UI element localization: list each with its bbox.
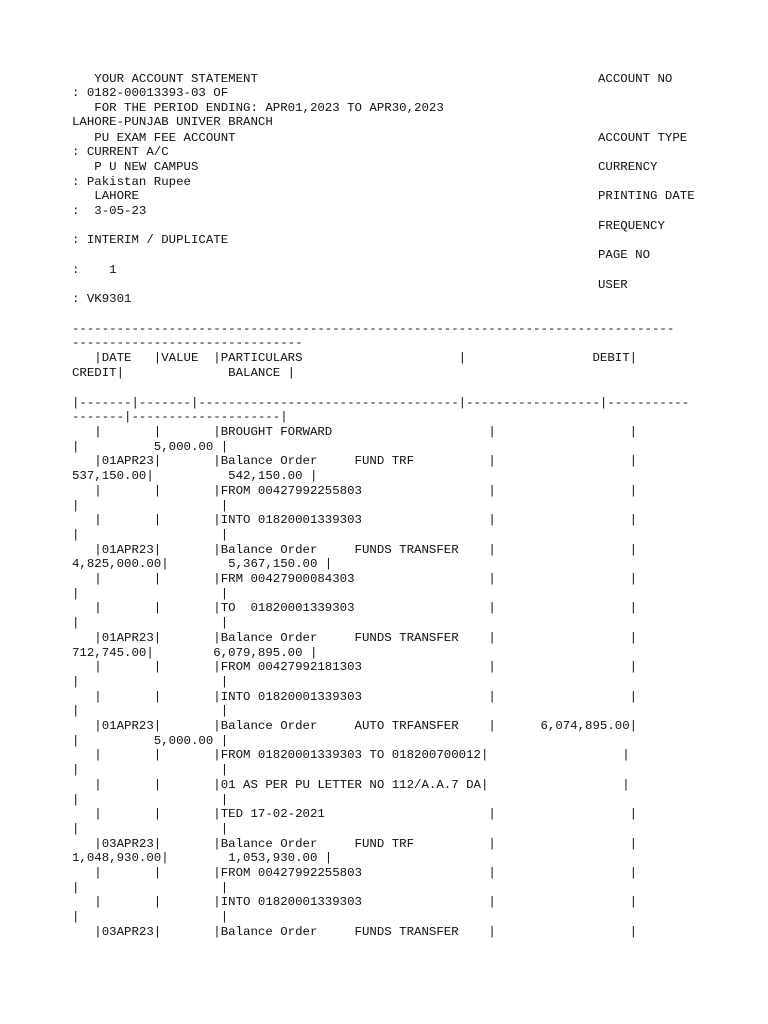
statement-line: | | |INTO 01820001339303 | | [72,689,638,704]
statement-line: | | [72,910,229,925]
statement-line: | | [72,704,229,719]
rule-line: ------------------------------- [72,336,303,350]
statement-line: | 5,000.00 | [72,439,229,454]
account-type-value: : CURRENT A/C [72,145,169,159]
statement-line: | | |FROM 00427992255803 | | [72,483,638,498]
printing-date-value: : 3-05-23 [72,204,147,218]
statement-line: |01APR23| |Balance Order FUNDS TRANSFER | | [72,630,638,645]
table-header: |DATE |VALUE |PARTICULARS | DEBIT| [72,351,638,365]
statement-line: 712,745.00| 6,079,895.00 | [72,645,318,660]
statement-line: | | |FROM 00427992255803 | | [72,866,638,880]
statement-line: | | [72,674,229,689]
user-label: USER [598,278,628,292]
statement-line: | | [72,763,229,778]
statement-line: | | |TED 17-02-2021 | | [72,807,638,822]
address-line-1: P U NEW CAMPUS [72,160,199,174]
frequency-label: FREQUENCY [598,219,665,233]
frequency-value: : INTERIM / DUPLICATE [72,233,229,247]
branch-name: LAHORE-PUNJAB UNIVER BRANCH [72,115,273,129]
page-no-label: PAGE NO [598,248,651,262]
statement-line: | | [72,586,229,601]
printing-date-label: PRINTING DATE [598,189,695,203]
statement-line: | | [72,821,229,836]
table-header: CREDIT| BALANCE | [72,366,296,380]
currency-value: : Pakistan Rupee [72,175,191,189]
statement-line: |01APR23| |Balance Order FUND TRF | | [72,454,638,469]
statement-line: | | [72,616,229,631]
statement-line: | | [72,498,229,513]
statement-line: 537,150.00| 542,150.00 | [72,469,318,484]
statement-line: | | |TO 01820001339303 | | [72,601,638,616]
account-no-label: ACCOUNT NO [598,72,673,86]
statement-line: |01APR23| |Balance Order AUTO TRFANSFER | 6,074,895.00| [72,719,638,733]
statement-line: | | |FRM 00427900084303 | | [72,572,638,586]
statement-line: | | |FROM 01820001339303 TO 018200700012| | [72,748,630,763]
user-value: : VK9301 [72,292,132,306]
statement-title: YOUR ACCOUNT STATEMENT [72,72,258,86]
account-type-label: ACCOUNT TYPE [598,131,688,145]
statement-line: 4,825,000.00| 5,367,150.00 | [72,557,333,572]
page-number-value: : 1 [72,263,117,277]
statement-line: |03APR23| |Balance Order FUNDS TRANSFER | | [72,924,638,939]
statement-line: | 5,000.00 | [72,733,229,748]
statement-line: | | |BROUGHT FORWARD | | [72,425,638,439]
currency-label: CURRENCY [598,160,658,174]
statement-line: | | [72,880,229,895]
account-number-value: : 0182-00013393-03 OF [72,86,229,100]
rule-line: --------------------------------------------------------------------------------- [72,322,675,336]
statement-line: |03APR23| |Balance Order FUND TRF | | [72,836,638,851]
statement-line: | | [72,527,229,542]
statement-line: | | |01 AS PER PU LETTER NO 112/A.A.7 DA| | [72,777,630,792]
statement-line: | | |INTO 01820001339303 | | [72,513,638,528]
table-separator: |-------|-------|-----------------------------------|------------------|----------- [72,396,690,410]
address-line-2: LAHORE [72,189,139,203]
table-separator: -------|--------------------| [72,410,288,424]
statement-line: 1,048,930.00| 1,053,930.00 | [72,851,333,866]
statement-line: | | |INTO 01820001339303 | | [72,895,638,910]
statement-line: |01APR23| |Balance Order FUNDS TRANSFER | | [72,542,638,557]
period-line: FOR THE PERIOD ENDING: APR01,2023 TO APR30,2023 [72,101,444,115]
statement-line: | | |FROM 00427992181303 | | [72,660,638,675]
account-title: PU EXAM FEE ACCOUNT [72,131,236,145]
statement-line: | | [72,792,229,807]
